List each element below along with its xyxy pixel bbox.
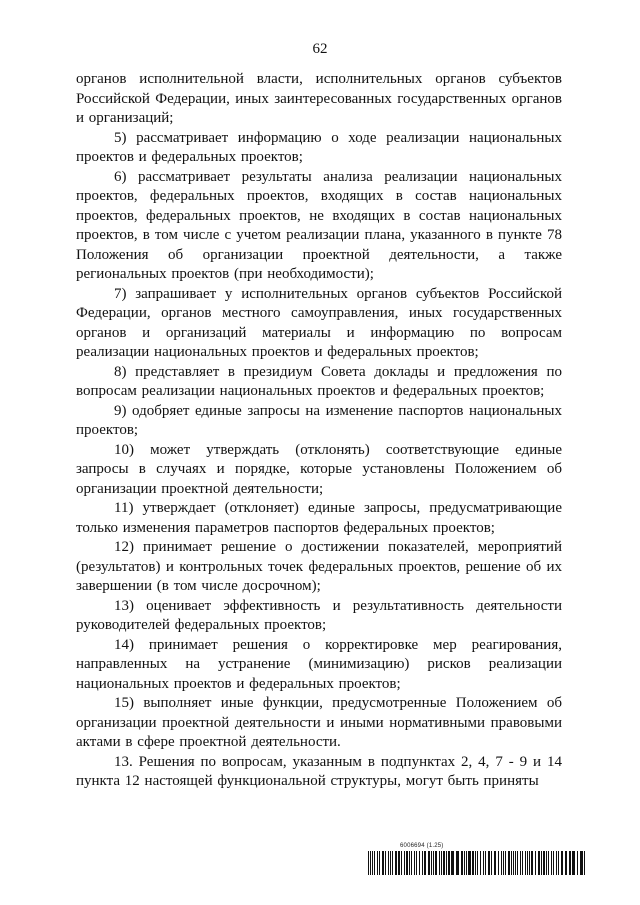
paragraph-item-14: 14) принимает решения о корректировке мер реагирования, направленных на устранение (минимизацию) рисков реализации национальных проектов и федеральных проектов;	[76, 636, 562, 692]
paragraph-item-11: 11) утверждает (отклоняет) единые запросы, предусматривающие только изменения параметров паспортов федеральных проектов;	[76, 500, 562, 536]
document-body	[76, 70, 562, 792]
paragraph-item-9: 9) одобряет единые запросы на изменение паспортов национальных проектов;	[76, 402, 562, 438]
paragraph-item-5: 5) рассматривает информацию о ходе реализации национальных проектов и федеральных проектов;	[76, 129, 562, 165]
paragraph-item-7: 7) запрашивает у исполнительных органов субъектов Российской Федерации, органов местного самоуправления, иных государственных органов и организаций материалы и информацию по вопросам реализации национальных проектов и федеральных проектов;	[76, 285, 562, 360]
paragraph-section-13: 13. Решения по вопросам, указанным в подпунктах 2, 4, 7 - 9 и 14 пункта 12 настоящей функциональной структуры, могут быть приняты	[76, 753, 562, 789]
paragraph-item-12: 12) принимает решение о достижении показателей, мероприятий (результатов) и контрольных точек федеральных проектов, решение об их завершении (в том числе досрочном);	[76, 539, 562, 594]
paragraph-item-10: 10) может утверждать (отклонять) соответствующие единые запросы в случаях и порядке, которые установлены Положением об организации проектной деятельности;	[76, 441, 562, 497]
barcode-icon	[368, 851, 586, 875]
paragraph-continuation: органов исполнительной власти, исполнительных органов субъектов Российской Федерации, иных заинтересованных государственных органов и организаций;	[76, 71, 562, 126]
document-stamp: 6006694 (1.25)	[400, 843, 444, 849]
page-number: 62	[312, 41, 328, 57]
paragraph-item-13: 13) оценивает эффективность и результативность деятельности руководителей федеральных проектов;	[76, 597, 562, 633]
paragraph-item-8: 8) представляет в президиум Совета доклады и предложения по вопросам реализации национальных проектов и федеральных проектов;	[76, 363, 562, 399]
paragraph-item-6: 6) рассматривает результаты анализа реализации национальных проектов, федеральных проектов, входящих в состав национальных проектов, федеральных проектов, не входящих в состав национальных проектов, в том числе с учетом реализации плана, указанного в пункте 78 Положения об организации проектной деятельности, а также региональных проектов (при необходимости);	[76, 168, 562, 282]
paragraph-item-15: 15) выполняет иные функции, предусмотренные Положением об организации проектной деятельности и иными нормативными правовыми актами в сфере проектной деятельности.	[76, 695, 562, 750]
